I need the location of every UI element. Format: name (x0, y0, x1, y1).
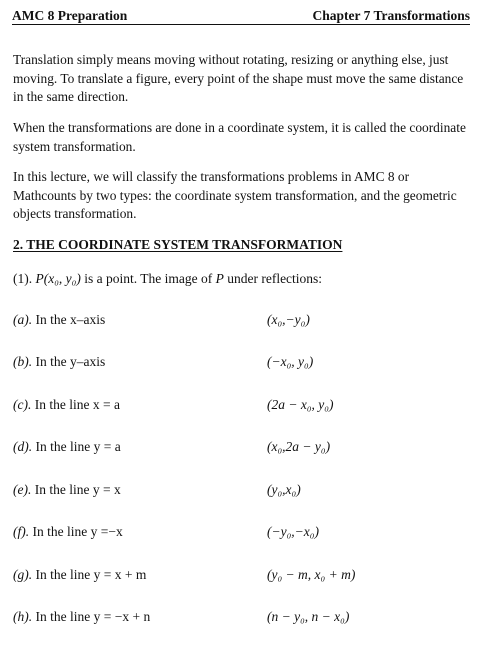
reflection-label: (g). In the line y = x + m (13, 567, 147, 582)
reflection-row (13, 522, 475, 542)
paragraph-translation: Translation simply means moving without rotating, resizing or anything else, just moving. To translate a figure, every point of the shape must move the same distance in the same direction. (13, 52, 464, 104)
reflection-row (13, 565, 475, 585)
intro-number: (1). (13, 271, 33, 286)
reflection-intro (13, 270, 322, 288)
reflection-row (13, 395, 475, 415)
reflection-row (13, 607, 475, 627)
reflection-label: (a). In the x–axis (13, 312, 106, 327)
reflection-result: (x₀,−y₀) (267, 312, 310, 327)
reflection-result: (−y₀,−x₀) (267, 524, 319, 539)
intro-text: is a point. The image of (84, 271, 213, 286)
reflection-result: (y₀,x₀) (267, 482, 301, 497)
paragraph-coordinate-system: When the transformations are done in a coordinate system, it is called the coordinate system transformation. (13, 120, 466, 154)
reflection-label: (f). In the line y =−x (13, 524, 123, 539)
reflection-result: (x₀,2a − y₀) (267, 439, 331, 454)
reflection-result: (y₀ − m, x₀ + m) (267, 567, 356, 582)
reflection-row (13, 352, 475, 372)
reflection-row (13, 437, 475, 457)
reflection-row (13, 310, 475, 330)
reflection-result: (n − y₀, n − x₀) (267, 609, 350, 624)
intro-rest: under reflections: (227, 271, 323, 286)
reflection-label: (c). In the line x = a (13, 397, 120, 412)
reflection-label: (e). In the line y = x (13, 482, 121, 497)
header-chapter: Chapter 7 Transformations (312, 8, 470, 23)
reflection-result: (−x₀, y₀) (267, 354, 314, 369)
reflection-label: (h). In the line y = −x + n (13, 609, 151, 624)
reflection-label: (b). In the y–axis (13, 354, 106, 369)
reflection-row (13, 480, 475, 500)
paragraph-classification: In this lecture, we will classify the transformations problems in AMC 8 or Mathcounts by two types: the coordinate system transformation, and the geometric objects transformation. (13, 169, 457, 221)
intro-point: P(x₀, y₀) (35, 271, 81, 286)
page-header (12, 6, 470, 25)
reflection-label: (d). In the line y = a (13, 439, 121, 454)
section-heading: 2. THE COORDINATE SYSTEM TRANSFORMATION (13, 237, 343, 252)
header-title: AMC 8 Preparation (12, 8, 128, 23)
reflection-result: (2a − x₀, y₀) (267, 397, 334, 412)
intro-var: P (215, 271, 224, 286)
